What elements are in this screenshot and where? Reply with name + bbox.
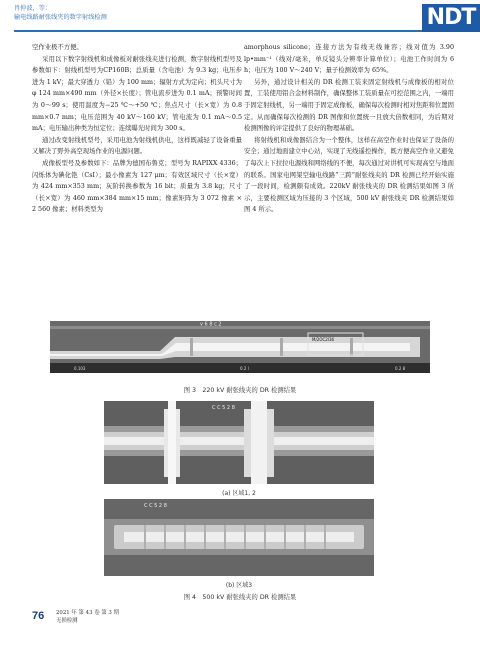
figure-3-scale-right: 0.2 8 [395, 366, 406, 371]
paragraph: 将射线机和成像器结合为一个整体，这样在高空作业时也保证了设备的安全；通过地面建立中心站，实现了无线遥控操作，既方便高空作业又避免了每次上下拉拉电源线和网络线的不便，每次通过对讲机可实现高空与地面的联系。国家电网架空输电线路“三跨”耐张线夹的 DR 检测已经开始实施了一段时间，检测颇有成效。220kV 耐张线夹的 DR 检测结果如图 3 所示，主要检测区域为压接的 3 个区域，500 kV 耐张线夹 DR 检测结果如图 4 所示。 [244, 136, 454, 214]
footer-issue: 2021 年 第 43 卷 第 3 期 [56, 610, 119, 616]
footer-journal: 无损检测 [56, 618, 78, 624]
right-column [244, 42, 454, 216]
left-column [32, 42, 242, 216]
figure-3-right-label: M/2OC2l36 [312, 337, 335, 342]
paragraph: 空作业极不方便。 [32, 44, 83, 51]
figure-4a-overlay-label: C C 5 2 8 [212, 405, 235, 411]
radiograph-500kv-a-image [104, 401, 374, 484]
figure-3-top-label: v 6 8 c 2 [200, 321, 222, 328]
paragraph: 另外，通过设计相关的 DR 检测工装来固定射线机与成像板的相对位置，工装使用铝合金材料制作，确保整体工装质量在可控范围之内，一端用于固定射线机，另一端用于固定成像板，确保每次检测时相对焦距和位置固定。从而确保每次检测的 DR 图像和位置统一且放大倍数相同，为后期对检测图像的评定提供了良好的物理基础。 [244, 78, 454, 133]
figure-3-caption: 图 3 220 kV 耐张线夹的 DR 检测结果 [183, 387, 297, 394]
page-number: 76 [32, 610, 45, 622]
figure-3-scale-mid: 0.2 l [240, 366, 249, 371]
figure-3-scale-left: 0.103 [74, 366, 86, 371]
paragraph: 通过改变射线机型号，采用电池为射线机供电，这样既减轻了设备重量又解决了野外高空现场作业的电源问题。 [32, 136, 242, 156]
figure-4-caption: 图 4 500 kV 耐张线夹的 DR 检测结果 [183, 594, 297, 601]
footer-info [56, 609, 119, 625]
header-rule [14, 30, 422, 32]
paragraph: amorphous silicone；连接方法为有线无线兼容；线对值为 3.90 lp•mm⁻¹（线对/毫米，单反镜头分辨率计算单位）；电池工作时间为 6 h；电压为 100 V～240 V；量子检测效率为 65%。 [244, 44, 454, 75]
radiograph-500kv-b-image [104, 499, 374, 576]
page-header [14, 4, 476, 34]
figure-4a-radiograph [104, 401, 374, 484]
figure-4b-overlay-label: C C 5 2 8 [144, 503, 167, 509]
figure-4b-label: (b) 区域3 [225, 582, 253, 589]
figure-3-radiograph [50, 321, 430, 373]
header-running-title: 输电线路耐张线夹的数字射线检测 [14, 14, 107, 21]
radiograph-220kv-image [50, 321, 430, 373]
journal-logo: NDT [422, 4, 480, 32]
paragraph: 成像板型号及参数如下：品牌为德国布鲁克；型号为 RAPIXX 4336；闪烁体为碘化铯（CsI）；最小像素为 127 μm；有效区域尺寸（长×宽）为 424 mm×353 mm；灰阶转换参数为 16 bit；质量为 3.8 kg；尺寸（长×宽）为 460 mm×384 mm×15 mm；像素矩阵为 3 072 像素 × 2 560 像素；材料类型为 [32, 159, 242, 214]
figure-4b-radiograph [104, 499, 374, 576]
figure-4a-label: (a) 区域1, 2 [222, 490, 256, 497]
paragraph: 采用以下数字射线机和成像板对耐张线夹进行检测，数字射线机型号及参数如下：射线机型号为CP160B；总质量（含电池）为 9.3 kg；电压步进为 1 kV；最大穿透力（铅）为 100 mm；辐射方式为定向；机头尺寸为 φ 124 mm×490 mm（外径×长度）；管电流步进为 0.1 mA；预警时间为 0～99 s；使用温度为−25 ℃～+50 ℃；焦点尺寸（长×宽）为 0.8 mm×0.7 mm；电压范围为 40 kV～160 kV；管电流为 0.1 mA～0.5 mA；电压输出种类为恒定位；连续曝光时间为 300 s。 [32, 55, 242, 133]
header-authors: 肖仲波，等： [14, 5, 52, 12]
